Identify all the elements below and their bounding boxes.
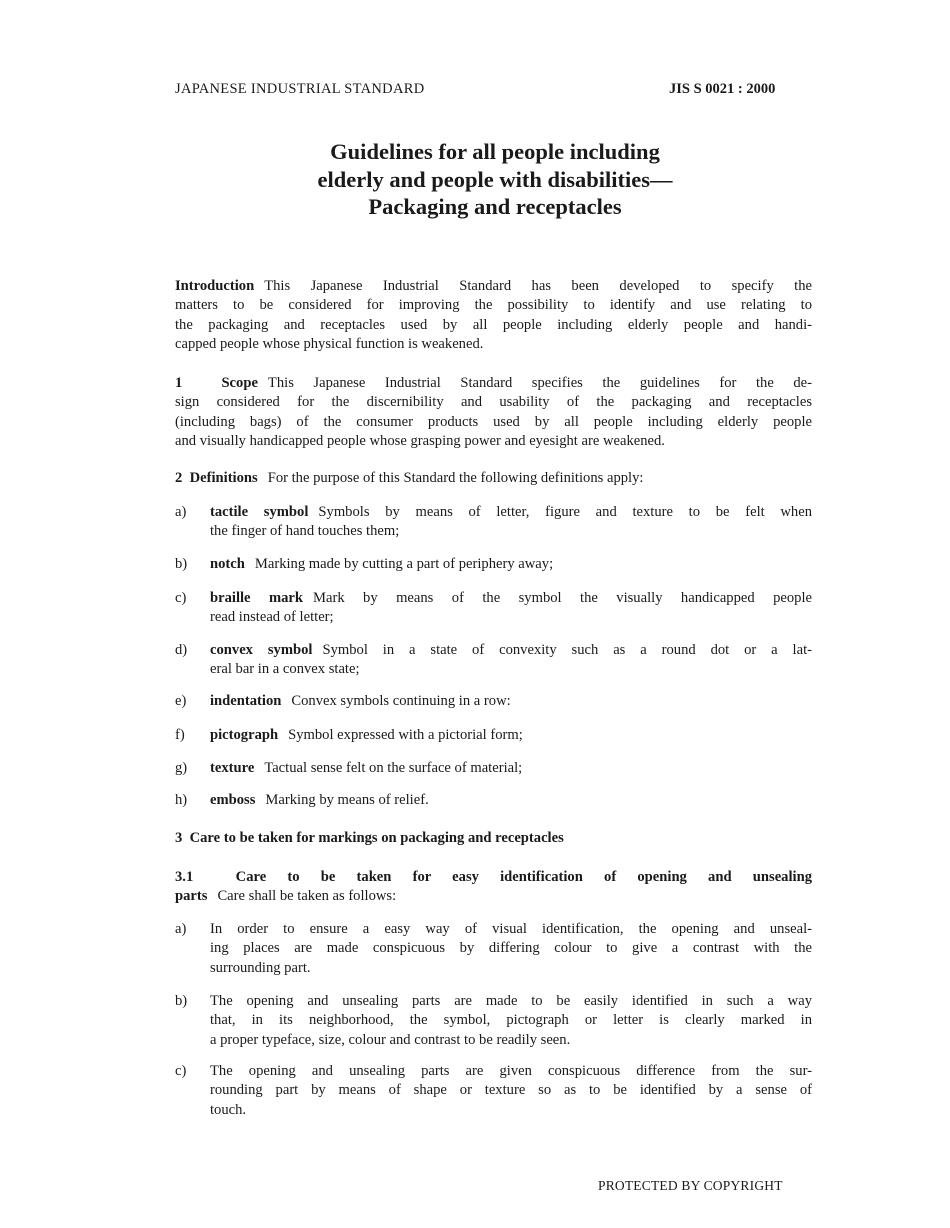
care-text: In order to ensure a easy way of visual identification, the opening and unseal- [210, 921, 812, 937]
section-heading: Care to be taken for easy identification of opening and unsealing [235, 869, 812, 885]
paragraph-line: sign considered for the discernibility and usability of the packaging and receptacles [175, 394, 812, 411]
definition-text: Symbol expressed with a pictorial form; [288, 727, 523, 743]
section-3-1 [175, 868, 812, 907]
section-heading: parts [175, 888, 208, 905]
definition-text: Convex symbols continuing in a row: [291, 693, 511, 709]
definition-text: Symbol in a state of convexity such as a round dot or a lat- [322, 642, 812, 658]
section-heading: Care to be taken for markings on packaging and receptacles [189, 830, 564, 846]
copyright-notice: PROTECTED BY COPYRIGHT [598, 1178, 783, 1193]
item-marker: b) [175, 993, 188, 1009]
definition-text: the finger of hand touches them; [210, 523, 400, 540]
title-line: Guidelines for all people including [330, 139, 660, 164]
definition-text: read instead of letter; [210, 609, 334, 626]
scope-heading: Scope [221, 375, 258, 391]
definition-term: indentation [210, 693, 282, 709]
care-text: The opening and unsealing parts are made to be easily identified in such a way [210, 993, 812, 1009]
definition-text: Mark by means of the symbol the visually handicapped people [313, 590, 812, 606]
definition-text: Symbols by means of letter, figure and texture to be felt when [318, 504, 812, 520]
item-marker: a) [175, 921, 187, 937]
definition-term: tactile symbol [210, 504, 309, 520]
section-number: 1 [175, 375, 183, 391]
item-marker: c) [175, 590, 187, 606]
care-text: that, in its neighborhood, the symbol, pictograph or letter is clearly marked in [210, 1012, 812, 1029]
section-intro-text: Care shall be taken as follows: [217, 888, 397, 905]
document-header-org: JAPANESE INDUSTRIAL STANDARD [175, 81, 425, 97]
title-line: elderly and people with disabilities— [317, 166, 673, 192]
definitions-heading: Definitions [189, 470, 258, 486]
care-text: touch. [210, 1101, 247, 1118]
care-text: surrounding part. [210, 959, 311, 976]
definition-term: braille mark [210, 590, 304, 606]
definition-term: texture [210, 760, 255, 776]
paragraph-line: the packaging and receptacles used by all people including elderly people and handi- [175, 316, 812, 333]
paragraph-line: capped people whose physical function is weakened. [175, 335, 484, 352]
section-3-heading [175, 829, 812, 848]
definition-text: Marking by means of relief. [265, 792, 429, 808]
definition-term: notch [210, 556, 245, 572]
definition-text: Marking made by cutting a part of periphery away; [254, 556, 554, 572]
item-marker: f) [175, 727, 185, 743]
introduction-heading: Introduction [175, 278, 255, 294]
item-marker: b) [175, 556, 188, 572]
definition-term: pictograph [210, 727, 279, 743]
item-marker: c) [175, 1063, 187, 1079]
definition-text: Tactual sense felt on the surface of material; [264, 760, 523, 776]
document-title [200, 138, 790, 221]
care-text: ing places are made conspicuous by differing colour to give a contrast with the [210, 940, 812, 957]
paragraph-line: This Japanese Industrial Standard has been developed to specify the [264, 278, 812, 294]
section-number: 3.1 [175, 869, 194, 885]
paragraph-line: matters to be considered for improving the possibility to identify and use relating to [175, 297, 812, 314]
item-marker: h) [175, 792, 188, 808]
care-text: The opening and unsealing parts are given conspicuous difference from the sur- [210, 1063, 812, 1079]
paragraph-line: and visually handicapped people whose grasping power and eyesight are weakened. [175, 432, 665, 449]
item-marker: d) [175, 642, 188, 658]
introduction-paragraph [175, 277, 812, 354]
section-number: 3 [175, 830, 183, 846]
scope-section [175, 374, 812, 451]
definition-term: emboss [210, 792, 256, 808]
title-line: Packaging and receptacles [368, 194, 622, 219]
definition-term: convex symbol [210, 642, 313, 658]
paragraph-line: (including bags) of the consumer products used by all people including elderly people [175, 413, 812, 430]
definitions-intro-text: For the purpose of this Standard the following definitions apply: [267, 470, 644, 486]
definitions-heading-line [175, 469, 812, 488]
item-marker: a) [175, 504, 187, 520]
item-marker: g) [175, 760, 188, 776]
document-standard-number: JIS S 0021 : 2000 [669, 81, 776, 97]
item-marker: e) [175, 693, 187, 709]
section-number: 2 [175, 470, 183, 486]
paragraph-line: This Japanese Industrial Standard specifies the guidelines for the de- [267, 375, 812, 391]
definition-text: eral bar in a convex state; [210, 661, 360, 678]
care-text: a proper typeface, size, colour and contrast to be readily seen. [210, 1031, 571, 1048]
care-text: rounding part by means of shape or texture so as to be identified by a sense of [210, 1082, 812, 1099]
